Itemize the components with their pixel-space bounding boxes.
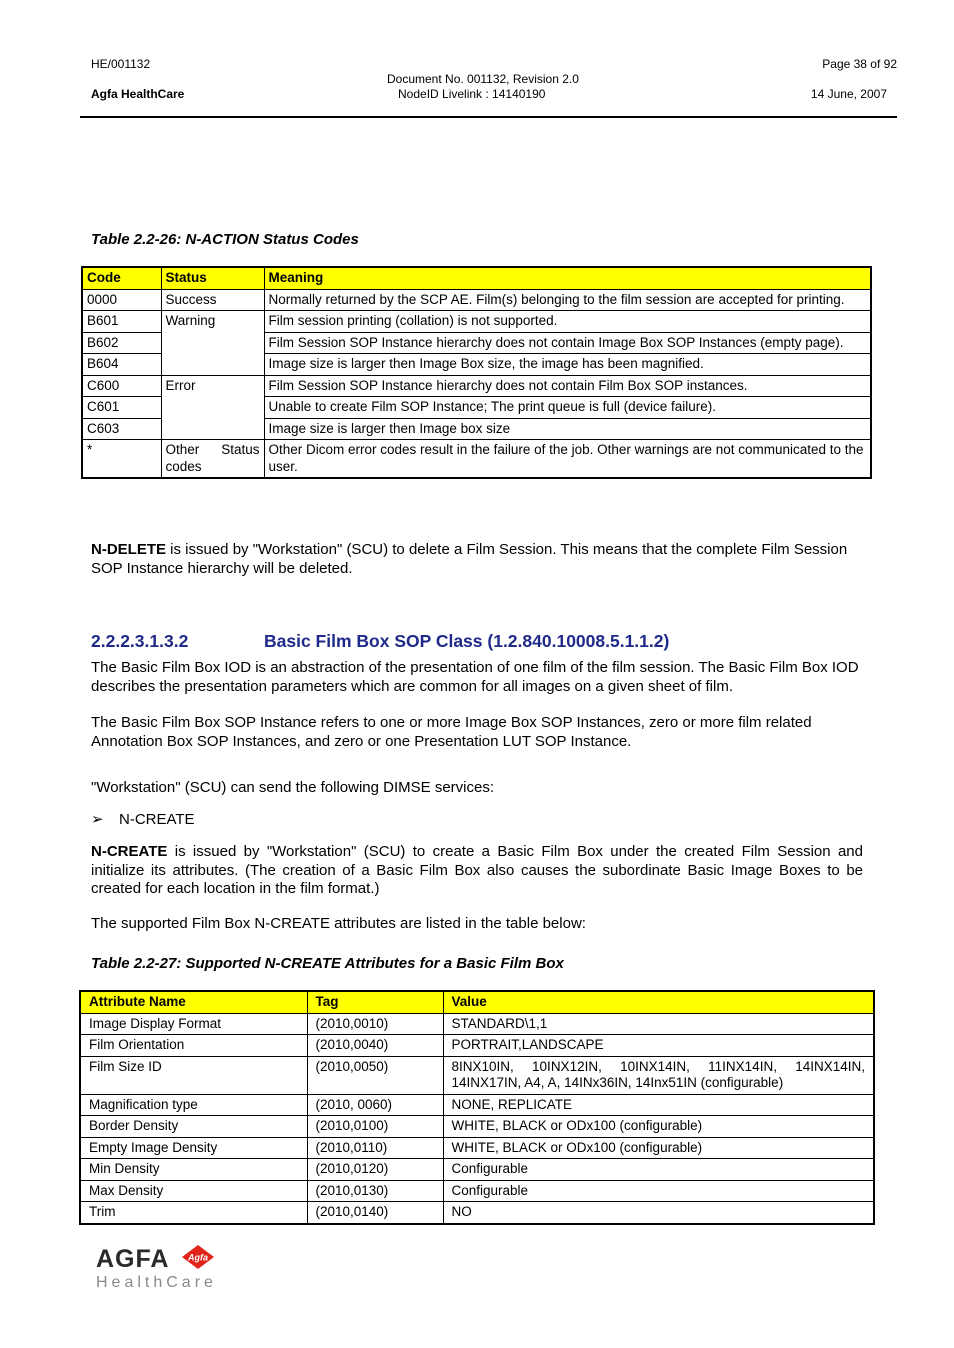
table-row [80,1202,874,1224]
value-cell: WHITE, BLACK or ODx100 (configurable) [443,1137,874,1159]
column-header: Tag [307,991,443,1013]
code-cell: 0000 [82,289,161,311]
attribute-name-cell: Image Display Format [80,1013,307,1035]
svg-text:Agfa: Agfa [187,1252,208,1263]
value-cell: WHITE, BLACK or ODx100 (configurable) [443,1116,874,1138]
table-row [82,440,871,479]
table-row [80,1094,874,1116]
attribute-name-cell: Trim [80,1202,307,1224]
agfa-healthcare-logo [96,1243,218,1292]
column-header: Value [443,991,874,1013]
tag-cell: (2010,0050) [307,1056,443,1094]
table-row [80,1137,874,1159]
column-header: Code [82,267,161,289]
logo-subtitle: HealthCare [96,1274,217,1291]
table-row [80,1159,874,1181]
agfa-badge-icon [178,1243,218,1271]
table-row [80,1013,874,1035]
doc-id: HE/001132 [91,57,151,71]
ndelete-term: N-DELETE [91,541,166,558]
value-cell: NONE, REPLICATE [443,1094,874,1116]
ncreate-text: is issued by "Workstation" (SCU) to create a Basic Film Box under the created Film Session and initialize its attributes. (The creation of a Basic Film Box also causes the subordinate Basic Image Boxes to be created for each location in the film format.) [91,843,863,897]
bullet-label: N-CREATE [119,811,195,828]
tag-cell: (2010,0120) [307,1159,443,1181]
table-row [82,375,871,397]
section-number: 2.2.2.3.1.3.2 [91,631,189,651]
column-header: Attribute Name [80,991,307,1013]
code-cell: * [82,440,161,479]
attributes-paragraph: The supported Film Box N-CREATE attributes are listed in the table below: [91,915,586,932]
company-name: Agfa HealthCare [91,87,185,101]
tag-cell: (2010, 0060) [307,1094,443,1116]
code-cell: B602 [82,332,161,354]
value-cell: Configurable [443,1159,874,1181]
bullet-item [91,810,195,828]
code-cell: C601 [82,397,161,419]
attribute-name-cell: Empty Image Density [80,1137,307,1159]
table-row [80,1035,874,1057]
value-cell: NO [443,1202,874,1224]
tag-cell: (2010,0130) [307,1180,443,1202]
section-title: Basic Film Box SOP Class (1.2.840.10008.5.1.1.2) [264,631,670,651]
instance-paragraph: The Basic Film Box SOP Instance refers to one or more Image Box SOP Instances, zero or more film related Annotation Box SOP Instances, and zero or one Presentation LUT SOP Instance. [91,714,812,750]
tag-cell: (2010,0110) [307,1137,443,1159]
meaning-cell: Normally returned by the SCP AE. Film(s) belonging to the film session are accepted for printing. [264,289,871,311]
table-row [80,1056,874,1094]
meaning-cell: Film Session SOP Instance hierarchy does not contain Film Box SOP instances. [264,375,871,397]
attribute-name-cell: Max Density [80,1180,307,1202]
table1-caption: Table 2.2-26: N-ACTION Status Codes [91,231,359,248]
node-id: NodeID Livelink : 14140190 [398,87,546,101]
value-cell: 8INX10IN, 10INX12IN, 10INX14IN, 11INX14IN, 14INX14IN, 14INX17IN, A4, A, 14INx36IN, 14Inx51IN (configurable) [443,1056,874,1094]
code-cell: C600 [82,375,161,397]
table-header-row [82,267,871,289]
ncreate-paragraph [91,843,863,899]
attribute-name-cell: Film Size ID [80,1056,307,1094]
logo-wordmark: AGFA [96,1245,170,1273]
status-cell: Warning [161,311,264,376]
document-date: 14 June, 2007 [810,87,887,101]
meaning-cell: Image size is larger then Image box size [264,418,871,440]
arrow-bullet-icon: ➢ [91,811,104,828]
tag-cell: (2010,0140) [307,1202,443,1224]
table-row [80,1180,874,1202]
code-cell: B601 [82,311,161,333]
column-header: Meaning [264,267,871,289]
header-rule [80,116,897,118]
tag-cell: (2010,0040) [307,1035,443,1057]
page-number: Page 38 of 92 [822,57,897,71]
meaning-cell: Film session printing (collation) is not supported. [264,311,871,333]
meaning-cell: Film Session SOP Instance hierarchy does not contain Image Box SOP Instances (empty page). [264,332,871,354]
document-number: Document No. 001132, Revision 2.0 [387,72,579,86]
film-box-attributes-table [79,990,875,1225]
column-header: Status [161,267,264,289]
intro-paragraph: The Basic Film Box IOD is an abstraction of the presentation of one film of the film session. The Basic Film Box IOD describes the presentation parameters which are common for all images on a given sheet of film. [91,659,859,695]
dimse-paragraph: "Workstation" (SCU) can send the following DIMSE services: [91,779,495,796]
code-cell: B604 [82,354,161,376]
attribute-name-cell: Min Density [80,1159,307,1181]
attribute-name-cell: Film Orientation [80,1035,307,1057]
meaning-cell: Unable to create Film SOP Instance; The print queue is full (device failure). [264,397,871,419]
status-codes-table [81,266,872,479]
tag-cell: (2010,0010) [307,1013,443,1035]
attribute-name-cell: Border Density [80,1116,307,1138]
meaning-cell: Image size is larger then Image Box size, the image has been magnified. [264,354,871,376]
value-cell: PORTRAIT,LANDSCAPE [443,1035,874,1057]
ncreate-term: N-CREATE [91,843,168,860]
status-cell: Error [161,375,264,440]
meaning-cell: Other Dicom error codes result in the failure of the job. Other warnings are not communicated to the user. [264,440,871,479]
table-row [80,1116,874,1138]
tag-cell: (2010,0100) [307,1116,443,1138]
table2-caption: Table 2.2-27: Supported N-CREATE Attributes for a Basic Film Box [91,955,564,972]
table-header-row [80,991,874,1013]
attribute-name-cell: Magnification type [80,1094,307,1116]
status-cell: Other Status codes [161,440,264,479]
ndelete-paragraph [91,541,871,578]
table-row [82,289,871,311]
ndelete-text: is issued by "Workstation" (SCU) to delete a Film Session. This means that the complete Film Session SOP Instance hierarchy will be deleted. [91,541,848,577]
status-cell: Success [161,289,264,311]
value-cell: Configurable [443,1180,874,1202]
code-cell: C603 [82,418,161,440]
value-cell: STANDARD\1,1 [443,1013,874,1035]
table-row [82,311,871,333]
